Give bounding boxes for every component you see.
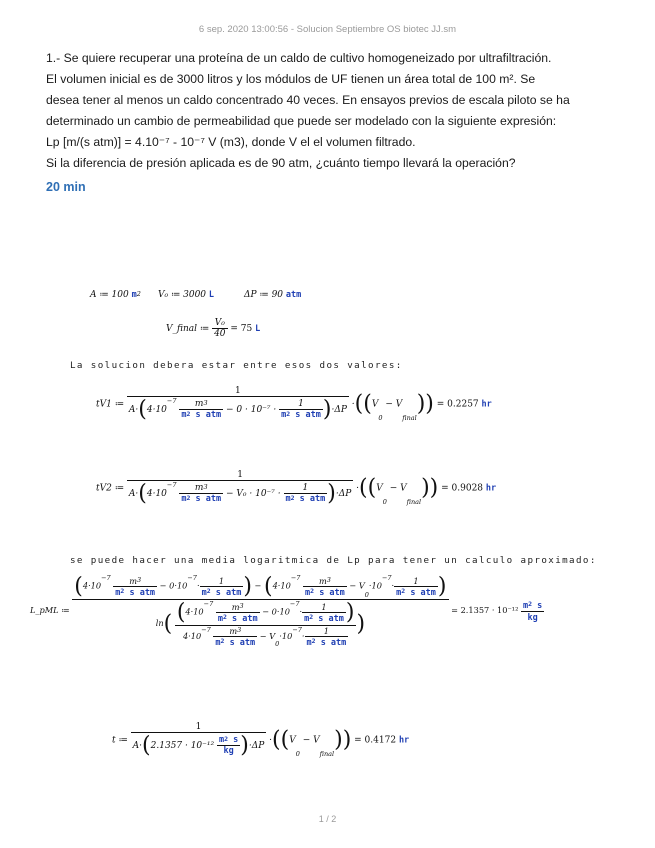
tv2-unit: hr xyxy=(485,483,497,494)
def-vfinal xyxy=(166,318,260,339)
eq-tv1: tV1 ≔ 1 $A\cdot(4\cdot 10^{-7}$ $\frac{m^3}{m^2 s atm}$ − 0 · 10⁻⁷ · $\frac{1}{m^2 s atm}$ )·ΔP ·((V0 − Vfinal)) = 0.2257 hr xyxy=(96,386,492,422)
tv1-mid: − 0 · 10⁻⁷ · xyxy=(226,405,277,415)
page-header: 6 sep. 2020 13:00:56 - Solucion Septiembre OS biotec JJ.sm xyxy=(198,24,457,35)
tv2-result: = 0.9028 xyxy=(441,483,484,494)
note-logmean: se puede hacer una media logaritmica de Lp para tener un calculo aproximado: xyxy=(70,555,597,566)
problem-line: determinado un cambio de permeabilidad que puede ser modelado con la siguiente expresión: xyxy=(46,114,557,128)
lpml-result: = 2.1357 · 10⁻¹² xyxy=(451,605,519,615)
tv2-denominator: $A\cdot(4\cdot 10^{-7}$ $\frac{m^3}{m^2 s atm}$ − V₀ · 10⁻⁷ · $\frac{1}{m^2 s atm}$ )·ΔP xyxy=(128,481,352,506)
tv1-denominator: $A\cdot(4\cdot 10^{-7}$ $\frac{m^3}{m^2 s atm}$ − 0 · 10⁻⁷ · $\frac{1}{m^2 s atm}$ )·ΔP xyxy=(128,397,347,422)
lpml-ln: ln xyxy=(155,618,164,628)
tv1-numerator: 1 xyxy=(127,386,349,397)
def-area-unit: m xyxy=(131,290,137,300)
vfinal-unit: L xyxy=(255,324,261,334)
tv2-mid: − V₀ · 10⁻⁷ · xyxy=(226,489,281,499)
problem-line: Lp [m/(s atm)] = 4.10⁻⁷ - 10⁻⁷ V (m3), donde V el el volumen filtrado. xyxy=(46,135,416,149)
eq-lpml xyxy=(30,574,544,648)
def-v0-expr: V₀ ≔ 3000 xyxy=(158,290,207,300)
t-numerator: 1 xyxy=(131,722,267,733)
t-denominator: A·(2.1357 · 10⁻¹² $\frac{m^2 s}{kg}$ )·ΔP xyxy=(132,733,265,758)
problem-line: Si la diferencia de presión aplicada es de 90 atm, ¿cuánto tiempo llevará la operación? xyxy=(46,156,516,170)
vfinal-denominator: 40 xyxy=(214,329,226,339)
lpml-numerator: ($4\cdot 10^{-7}$ $\frac{m^3}{m^2 s atm}$ − $0\cdot 10^{-7}\cdot$ $\frac{1}{m^2 s atm}$ ) − ($4\cdot 10^{-7}$ $\frac{m^3}{m^2 s atm}$ − $V0\cdot 10^{-7}\cdot$ $\frac{1}{m^2 s atm}$ ) xyxy=(74,574,447,599)
t-coef: 2.1357 · 10⁻¹² xyxy=(150,741,215,751)
lpml-unit: $\frac{m^2 s}{kg}$ xyxy=(522,599,543,623)
t-unit: hr xyxy=(398,735,410,746)
eq-t: t ≔ 1 A·(2.1357 · 10⁻¹² $\frac{m^2 s}{kg}$ )·ΔP ·((V0 − Vfinal)) = 0.4172 hr xyxy=(112,722,410,758)
answer-text: 20 min xyxy=(46,180,86,194)
tv1-result: = 0.2257 xyxy=(436,399,479,410)
t-result: = 0.4172 xyxy=(354,735,397,746)
t-fraction xyxy=(131,722,267,758)
t-lhs: t ≔ xyxy=(112,735,128,746)
def-dp xyxy=(244,290,301,300)
problem-statement xyxy=(46,48,570,174)
tv1-lhs: tV1 ≔ xyxy=(96,399,125,410)
tv2-numerator: 1 xyxy=(127,470,353,481)
def-area: A ≔ 100 $m^2$ xyxy=(90,290,141,300)
def-dp-unit: atm xyxy=(285,290,302,300)
lpml-fraction xyxy=(72,574,448,648)
tv2-lhs: tV2 ≔ xyxy=(96,483,125,494)
lpml-lhs: L_pML ≔ xyxy=(30,605,70,615)
vfinal-fraction xyxy=(212,318,227,339)
page-number: 1 / 2 xyxy=(318,814,337,824)
problem-line: El volumen inicial es de 3000 litros y los módulos de UF tienen un área total de 100 m². Se xyxy=(46,72,536,86)
note-range: La solucion debera estar entre esos dos valores: xyxy=(70,360,403,371)
def-v0-unit: L xyxy=(208,290,215,300)
tv2-fraction xyxy=(127,470,353,506)
def-vfinal-lhs: V_final ≔ xyxy=(166,324,210,334)
def-dp-expr: ΔP ≔ 90 xyxy=(244,290,284,300)
vfinal-result: = 75 xyxy=(230,324,253,334)
def-v0 xyxy=(158,290,214,300)
vfinal-numerator: V₀ xyxy=(212,318,227,329)
def-area-expr: A ≔ 100 xyxy=(90,290,129,300)
lpml-denominator: ln( ($4\cdot 10^{-7}$ $\frac{m^3}{m^2 s atm}$ − $0\cdot 10^{-7}\cdot$ $\frac{1}{m^2 s atm}$ ) $4\cdot 10^{-7}$ $\frac{m^3}{m^2 s atm}$ − $V0\cdot 10^{-7}\cdot$ $\frac{1}{m^2 s atm}$ ) xyxy=(155,600,366,648)
problem-line: 1.- Se quiere recuperar una proteína de un caldo de cultivo homogeneizado por ultrafiltración. xyxy=(46,51,552,65)
tv1-fraction xyxy=(127,386,349,422)
tv1-unit: hr xyxy=(481,399,492,410)
problem-line: desea tener al menos un caldo concentrado 40 veces. En ensayos previos de escala piloto se ha xyxy=(46,93,570,107)
eq-tv2: tV2 ≔ 1 $A\cdot(4\cdot 10^{-7}$ $\frac{m^3}{m^2 s atm}$ − V₀ · 10⁻⁷ · $\frac{1}{m^2 s atm}$ )·ΔP ·((V0 − Vfinal)) = 0.9028 hr xyxy=(96,470,497,506)
